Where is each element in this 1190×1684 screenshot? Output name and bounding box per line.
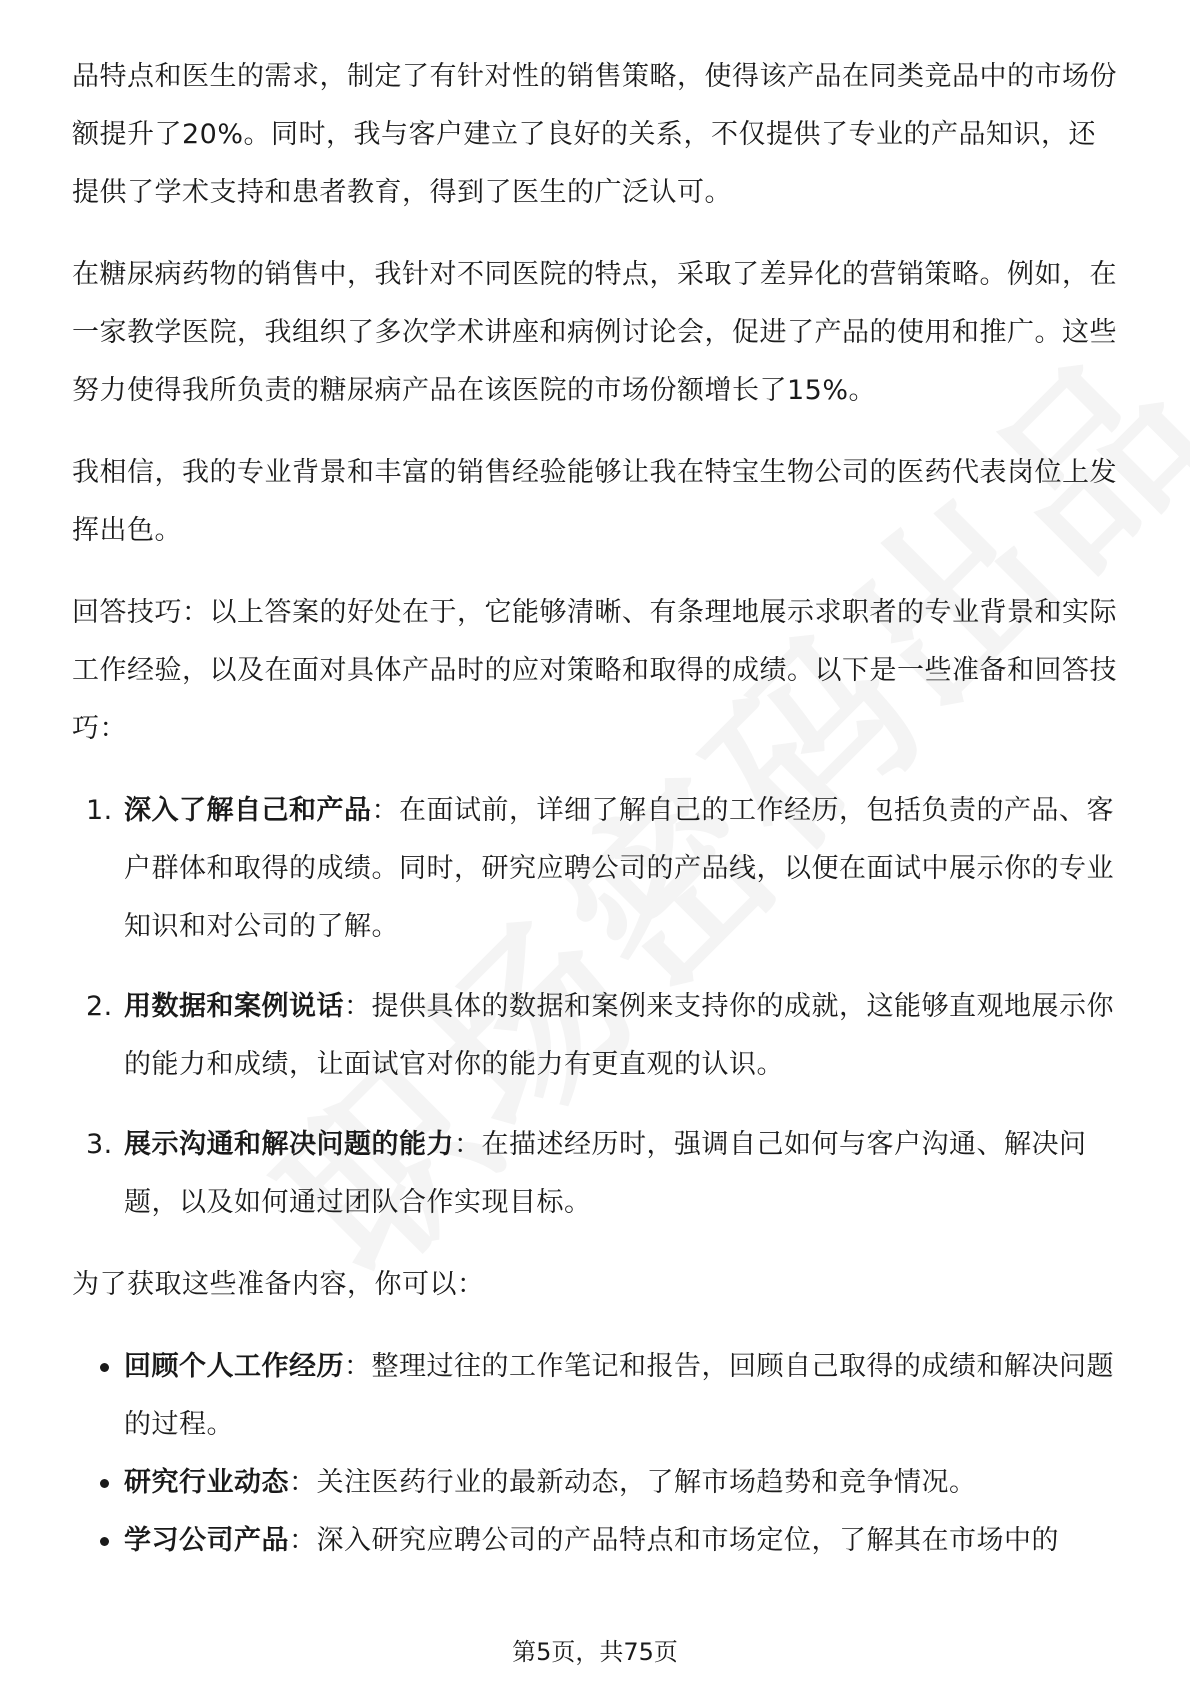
list-item — [72, 1338, 1118, 1454]
list-item-text: ：关注医药行业的最新动态，了解市场趋势和竞争情况。 — [289, 1467, 977, 1498]
list-item-text: ：提供具体的数据和案例来支持你的成就，这能够直观地展示你的能力和成绩，让面试官对你的能力有更直观的认识。 — [124, 991, 1114, 1080]
list-item-title: 展示沟通和解决问题的能力 — [124, 1129, 454, 1160]
paragraph-answer-tips: 回答技巧：以上答案的好处在于，它能够清晰、有条理地展示求职者的专业背景和实际工作经验，以及在面对具体产品时的应对策略和取得的成绩。以下是一些准备和回答技巧： — [72, 597, 1117, 744]
prep-bullet-list — [72, 1338, 1118, 1570]
list-number: 1. — [86, 795, 113, 826]
document-page — [72, 48, 1118, 1594]
bullet-icon — [100, 1363, 109, 1372]
list-item-title: 用数据和案例说话 — [124, 991, 344, 1022]
list-item-text: ：在面试前，详细了解自己的工作经历，包括负责的产品、客户群体和取得的成绩。同时，研究应聘公司的产品线，以便在面试中展示你的专业知识和对公司的了解。 — [124, 795, 1114, 942]
bullet-icon — [100, 1537, 109, 1546]
paragraph-prep-intro: 为了获取这些准备内容，你可以： — [72, 1269, 485, 1300]
list-item-title: 学习公司产品 — [124, 1525, 289, 1556]
list-item — [72, 1512, 1118, 1570]
list-item — [72, 978, 1118, 1094]
list-number: 3. — [86, 1129, 113, 1160]
list-number: 2. — [86, 991, 113, 1022]
paragraph-sales-strategy: 品特点和医生的需求，制定了有针对性的销售策略，使得该产品在同类竞品中的市场份额提升了20%。同时，我与客户建立了良好的关系，不仅提供了专业的产品知识，还提供了学术支持和患者教育，得到了医生的广泛认可。 — [72, 61, 1117, 208]
list-item — [72, 1454, 1118, 1512]
paragraph-belief: 我相信，我的专业背景和丰富的销售经验能够让我在特宝生物公司的医药代表岗位上发挥出色。 — [72, 457, 1117, 546]
list-item-title: 回顾个人工作经历 — [124, 1351, 344, 1382]
tips-ordered-list — [72, 782, 1118, 1232]
list-item-title: 深入了解自己和产品 — [124, 795, 372, 826]
paragraph-diabetes-sales: 在糖尿病药物的销售中，我针对不同医院的特点，采取了差异化的营销策略。例如，在一家教学医院，我组织了多次学术讲座和病例讨论会，促进了产品的使用和推广。这些努力使得我所负责的糖尿病产品在该医院的市场份额增长了15%。 — [72, 259, 1117, 406]
list-item — [72, 782, 1118, 956]
list-item-text: ：整理过往的工作笔记和报告，回顾自己取得的成绩和解决问题的过程。 — [124, 1351, 1114, 1440]
list-item-text: ：在描述经历时，强调自己如何与客户沟通、解决问题，以及如何通过团队合作实现目标。 — [124, 1129, 1087, 1218]
page-footer: 第5页，共75页 — [512, 1638, 678, 1666]
bullet-icon — [100, 1479, 109, 1488]
list-item — [72, 1116, 1118, 1232]
list-item-title: 研究行业动态 — [124, 1467, 289, 1498]
list-item-text: ：深入研究应聘公司的产品特点和市场定位，了解其在市场中的 — [289, 1525, 1059, 1556]
